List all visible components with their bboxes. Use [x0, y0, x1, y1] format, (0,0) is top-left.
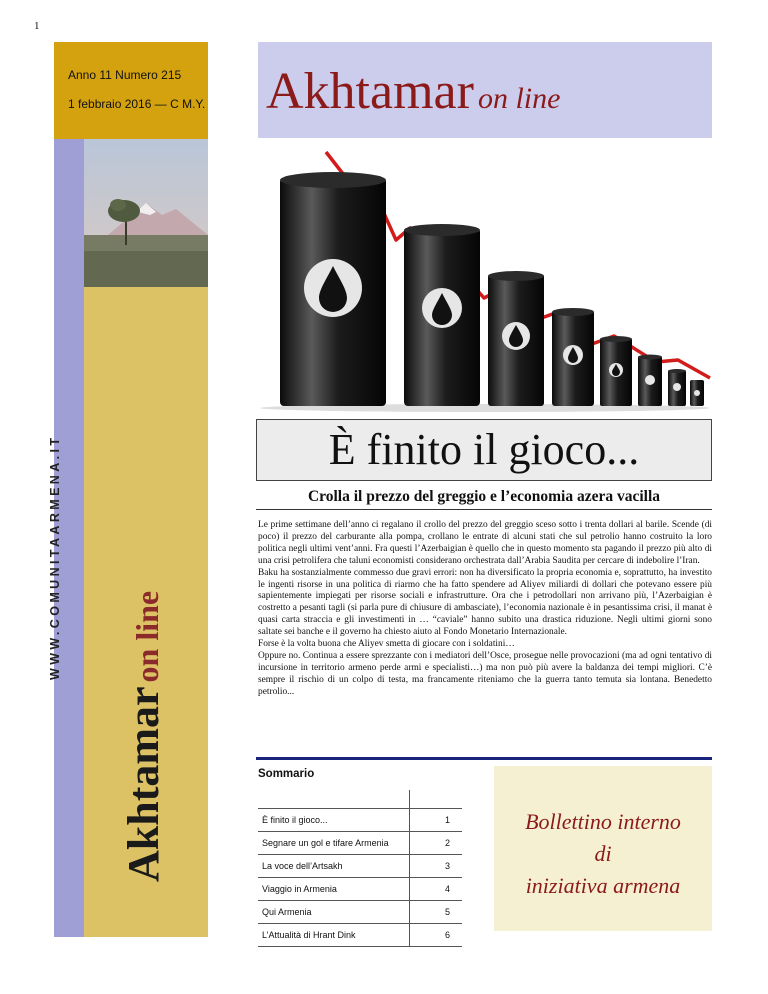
toc-page: 5: [410, 901, 463, 924]
barrel-4: [552, 308, 594, 406]
toc-title[interactable]: L’Attualità di Hrant Dink: [258, 924, 410, 947]
barrel-7: [668, 369, 686, 406]
info-line-3: iniziativa armena: [525, 873, 681, 898]
website-url[interactable]: WWW.COMUNITAARMENA.IT: [48, 434, 62, 680]
article-paragraph: Forse è la volta buona che Aliyev smetta di giocare con i soldatini…: [258, 639, 515, 650]
toc-heading: Sommario: [258, 768, 315, 780]
toc-row[interactable]: [258, 809, 462, 832]
masthead-title-main: Akhtamar: [266, 63, 474, 120]
toc-title[interactable]: Segnare un gol e tifare Armenia: [258, 832, 410, 855]
issue-number: Anno 11 Numero 215: [68, 68, 182, 82]
toc-title[interactable]: Viaggio in Armenia: [258, 878, 410, 901]
toc-title[interactable]: È finito il gioco...: [258, 809, 410, 832]
toc-row[interactable]: [258, 832, 462, 855]
oil-barrels-illustration: [258, 148, 712, 413]
toc-title[interactable]: La voce dell’Artsakh: [258, 855, 410, 878]
info-box-text: [494, 806, 712, 902]
mount-ararat-photo: [84, 139, 208, 287]
barrel-2: [404, 224, 480, 406]
toc-row[interactable]: [258, 924, 462, 947]
article-paragraph: Le prime settimane dell’anno ci regalano il crollo del prezzo del greggio sceso sotto i trenta dollari al barile. Scende (di poco) il prezzo del carburante alla pompa, crollano le entrate di alcuni stati che sul petrolio hanno costruito la loro politica negli ultimi vent’anni. Fra questi l’Azerbaigian è quello che in questo momento sta pagando il prezzo più alto di una crisi petrolifera che taluni economisti considerano orchestrata dall’Arabia Saudita per cercare di indebolire l’Iran.: [258, 520, 712, 566]
subheadline-rule: [256, 509, 712, 510]
article-body: [258, 520, 712, 699]
issue-date: 1 febbraio 2016 — C M.Y.: [68, 97, 206, 111]
toc-page: 2: [410, 832, 463, 855]
toc-page: 1: [410, 809, 463, 832]
headline: È finito il gioco...: [328, 425, 640, 474]
toc-header-row: [258, 790, 462, 809]
table-of-contents: [258, 790, 462, 947]
masthead-title: [266, 62, 560, 121]
sidebar-title-suffix: on line: [129, 590, 165, 683]
toc-page: 6: [410, 924, 463, 947]
toc-row[interactable]: [258, 878, 462, 901]
toc-page: 4: [410, 878, 463, 901]
sidebar-title-main: Akhtamar: [119, 686, 168, 882]
article-paragraph: Oppure no. Continua a essere sprezzante con i mediatori dell’Osce, prosegue nelle provocazioni (ma ad ogni tentativo di incursione in territorio armeno perde armi e specialisti…) ma non può più avere la baldanza dei tempi migliori. C’è sempre il rischio di un colpo di testa, ma francamente riteniamo che la guerra tanto temuta sia lontana. Benedetto petrolio...: [258, 650, 712, 697]
info-line-2: di: [594, 841, 612, 866]
sidebar-title: [118, 591, 169, 882]
toc-row[interactable]: [258, 901, 462, 924]
toc-page: 3: [410, 855, 463, 878]
subheadline: Crolla il prezzo del greggio e l’economia azera vacilla: [307, 488, 661, 505]
barrel-6: [638, 355, 662, 407]
toc-title[interactable]: Qui Armenia: [258, 901, 410, 924]
barrel-1: [280, 172, 386, 406]
article-paragraph: Baku ha sostanzialmente commesso due gravi errori: non ha diversificato la propria economia e, soprattutto, ha investito le ingenti risorse in una politica di riarmo che ha fatto spendere ad Aliyev miliardi di dollari che potevano essere più sapientemente impiegati per risorse sociali e infrastrutture. Ora che i petrodollari non arrivano più, l’Azerbaigian è costretto a pesanti tagli (si parla pure di chiusure di ambasciate), l’economia nazionale è in pesantissima crisi, il manat è quasi carta straccia e gli investimenti in … “caviale” hanno subito una drastica riduzione. Negli ultimi giorni sono saltate sei banche e il governo ha chiesto aiuto al Fondo Monetario Internazionale.: [258, 567, 712, 638]
issue-info-box: [54, 42, 208, 139]
info-line-1: Bollettino interno: [525, 809, 681, 834]
section-divider: [256, 757, 712, 760]
page-number: 1: [34, 20, 40, 32]
barrel-8: [690, 380, 704, 406]
toc-row[interactable]: [258, 855, 462, 878]
barrel-3: [488, 271, 544, 406]
barrel-5: [600, 336, 632, 406]
masthead-title-suffix: on line: [477, 82, 561, 115]
headline-box: [256, 419, 712, 481]
